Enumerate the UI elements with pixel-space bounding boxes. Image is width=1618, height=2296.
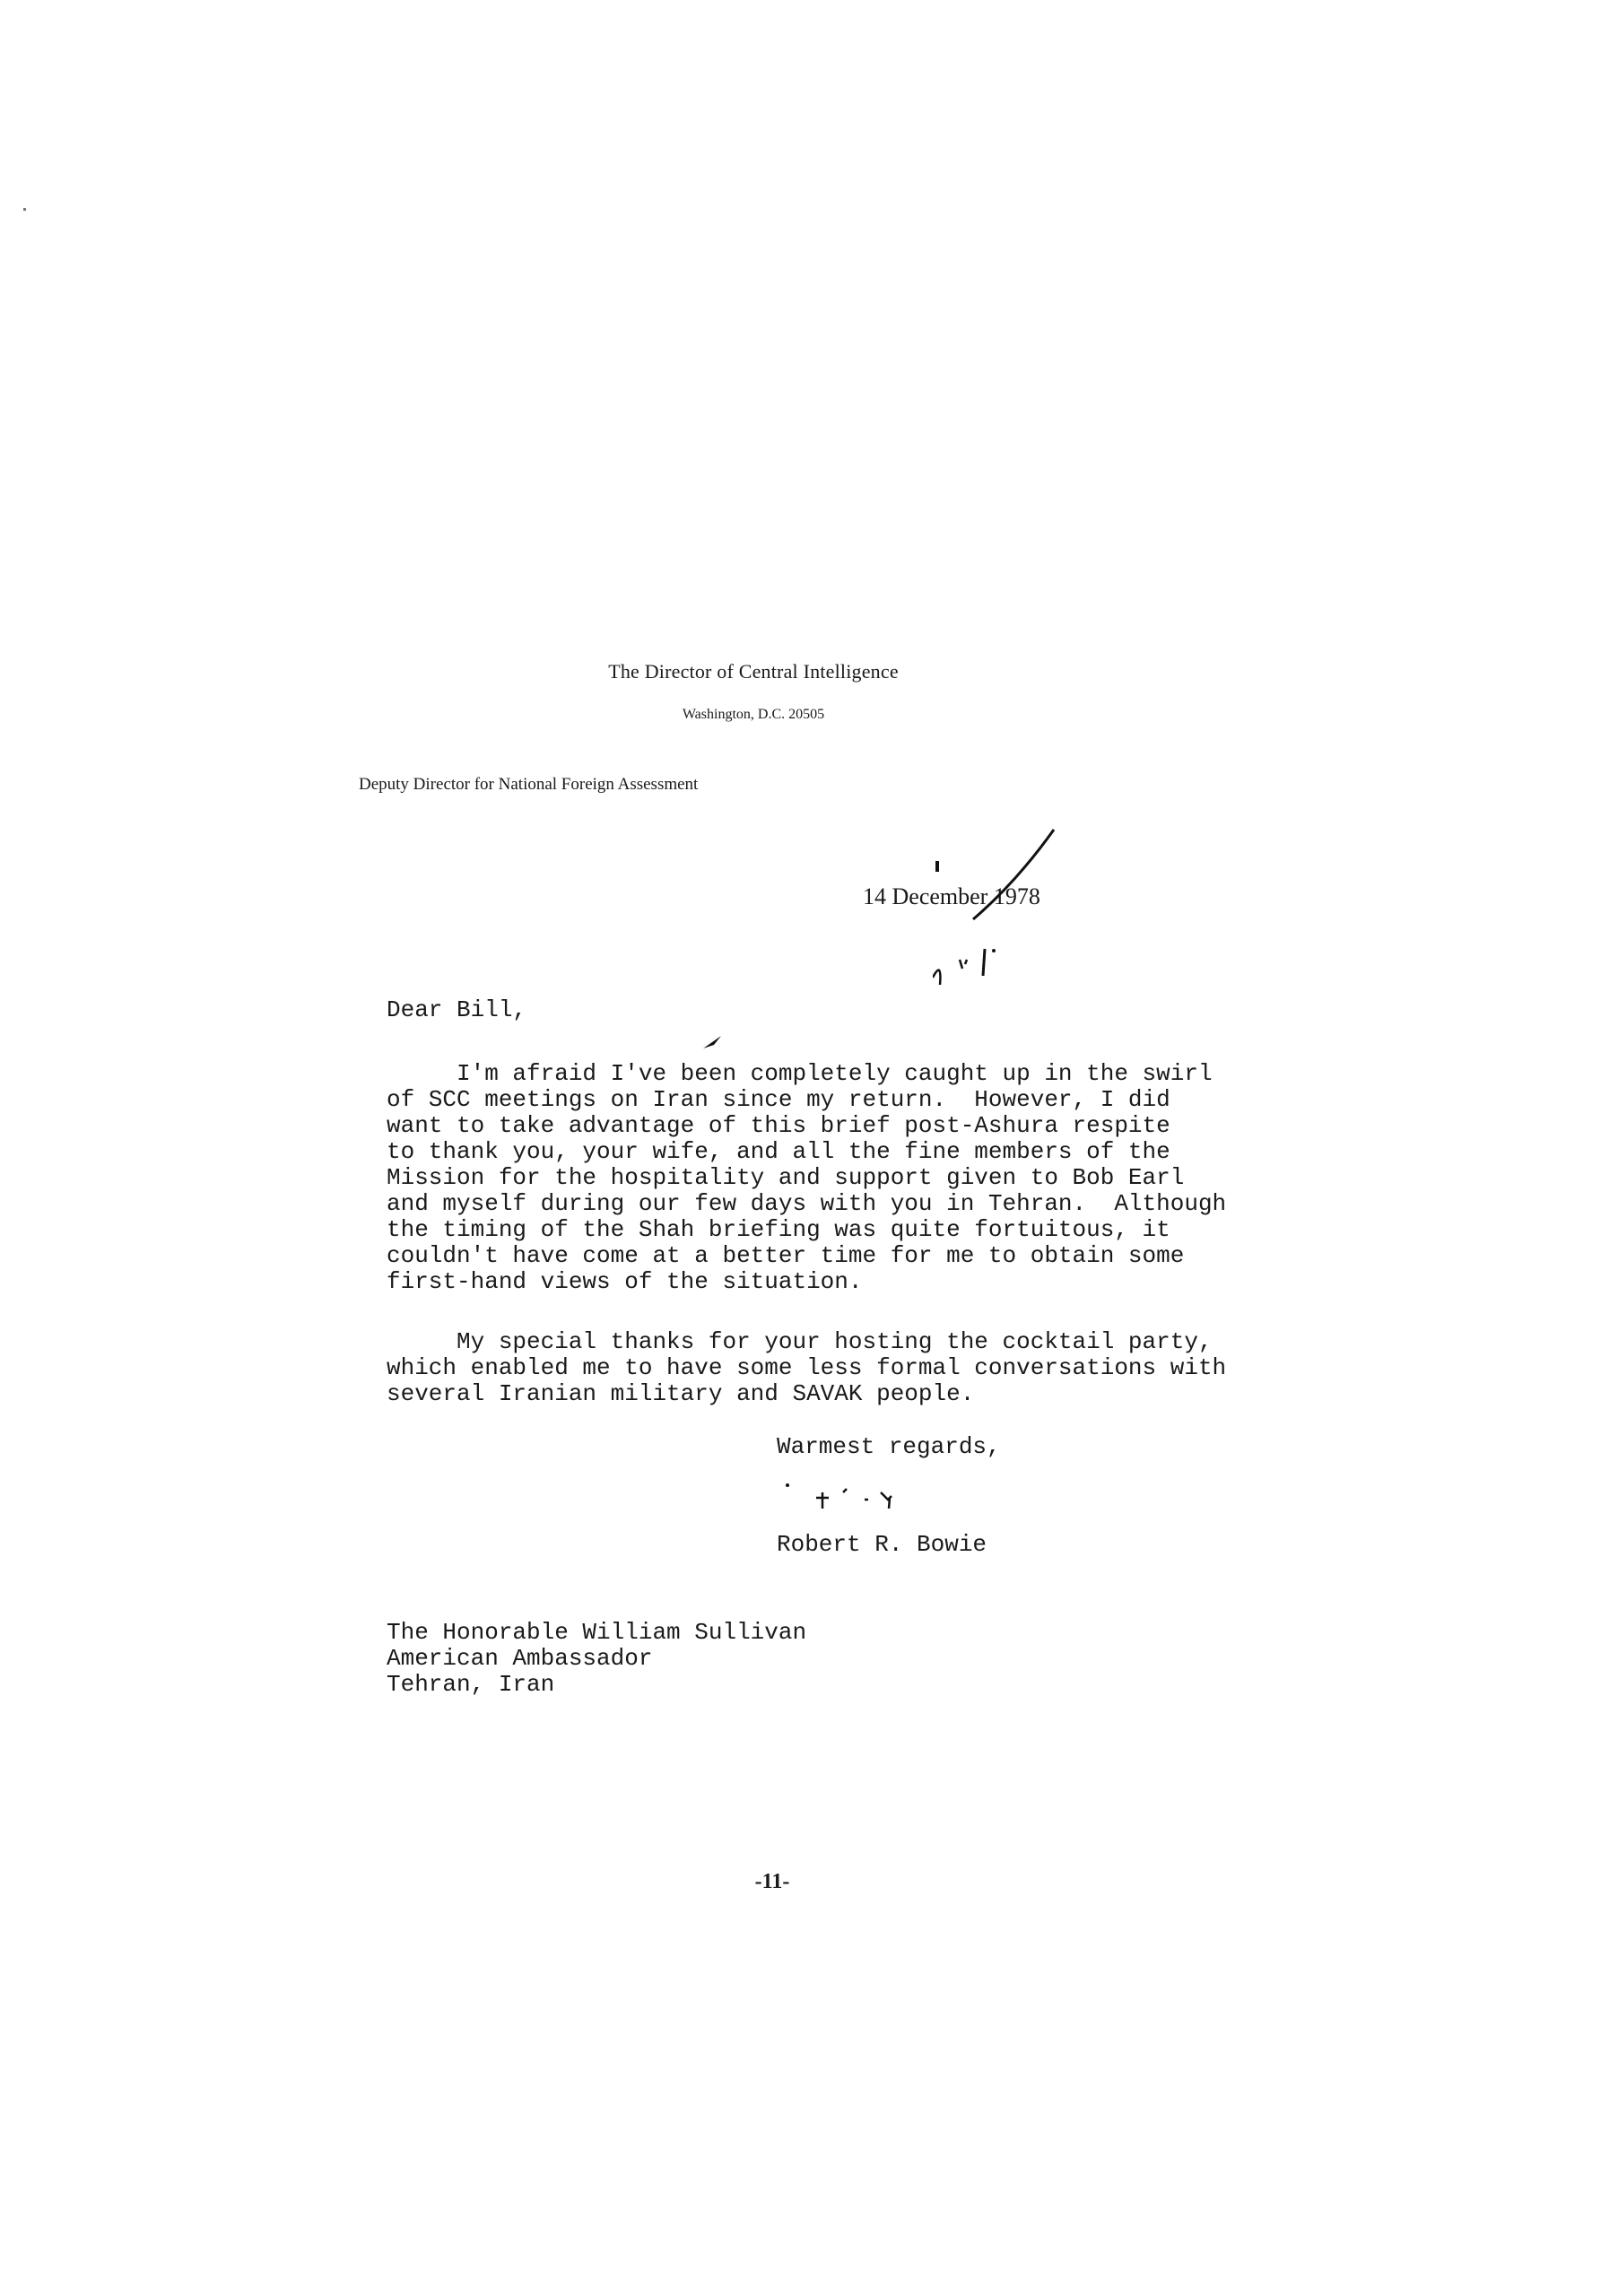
pen-mark-icon [701, 1034, 723, 1050]
letterhead-office: Deputy Director for National Foreign Assessment [359, 775, 699, 794]
letterhead-title: The Director of Central Intelligence [608, 660, 899, 683]
letter-date: 14 December 1978 [863, 883, 1040, 909]
scan-speck [23, 208, 26, 211]
handwritten-date-mark [933, 825, 1112, 1004]
closing: Warmest regards, [777, 1433, 1001, 1460]
body-paragraph-2: My special thanks for your hosting the cocktail party, which enabled me to have some less formal conversations with several Iranian military and SAVAK people. [387, 1328, 1227, 1407]
recipient-address: The Honorable William Sullivan American Ambassador Tehran, Iran [387, 1619, 807, 1698]
signature [782, 1480, 944, 1520]
body-paragraph-1: I'm afraid I've been completely caught up in the swirl of SCC meetings on Iran since my return. However, I did want to take advantage of this brief post-Ashura respite to thank you, your wife, and all the fine members of the Mission for the hospitality and support given to Bob Earl and myself during our few days with you in Tehran. Although the timing of the Shah briefing was quite fortuitous, it couldn't have come at a better time for me to obtain some first-hand views of the situation. [387, 1060, 1227, 1295]
signer-name: Robert R. Bowie [777, 1531, 987, 1558]
letterhead-address: Washington, D.C. 20505 [682, 707, 825, 722]
page-number: -11- [754, 1870, 790, 1893]
salutation: Dear Bill, [387, 996, 527, 1023]
